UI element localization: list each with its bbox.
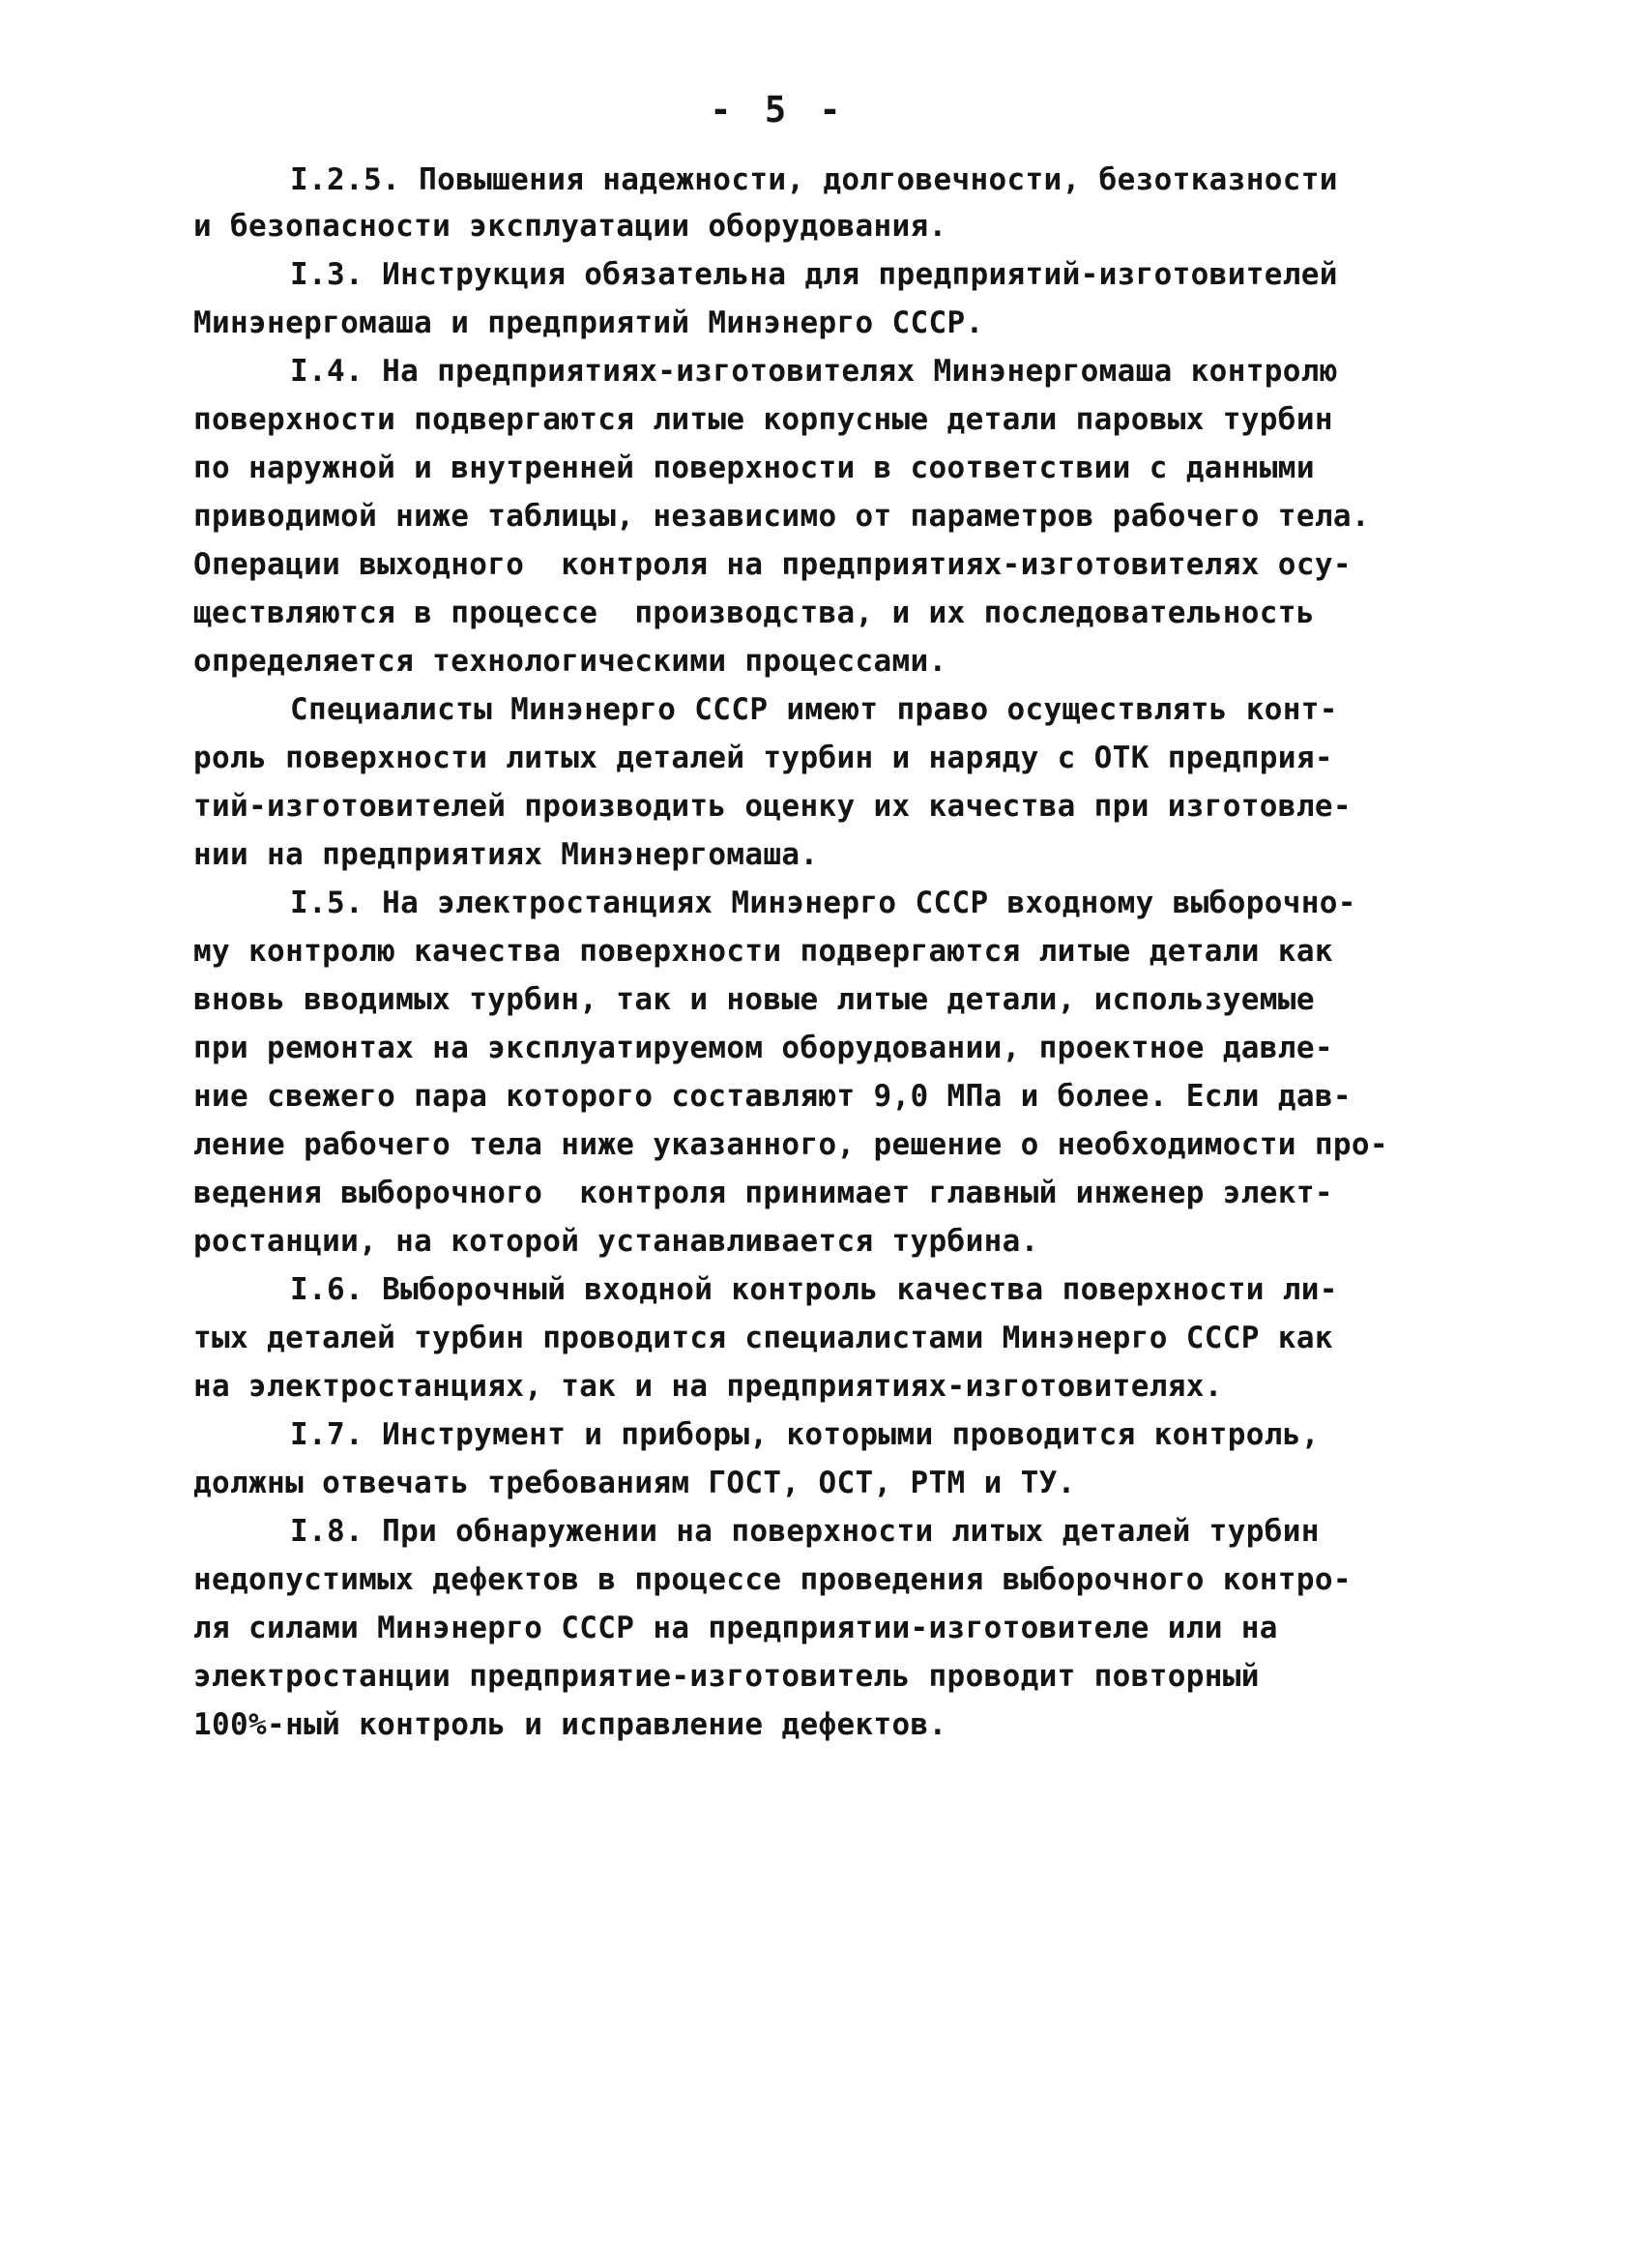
text-line: I.2.5. Повышения надежности, долговечности, безотказности	[290, 162, 1338, 197]
text-line: недопустимых дефектов в процессе проведения выборочного контро-	[193, 1562, 1352, 1597]
text-line: 100%-ный контроль и исправление дефектов.	[193, 1707, 947, 1742]
text-line: должны отвечать требованиям ГОСТ, ОСТ, РТМ и ТУ.	[193, 1466, 1076, 1500]
text-line: му контролю качества поверхности подвергаются литые детали как	[193, 934, 1333, 969]
text-line: ние свежего пара которого составляют 9,0 МПа и более. Если дав-	[193, 1079, 1352, 1114]
text-line: определяется технологическими процессами.	[193, 644, 947, 679]
text-line: Специалисты Минэнерго СССР имеют право осуществлять конт-	[290, 692, 1338, 727]
text-line: I.5. На электростанциях Минэнерго СССР входному выборочно-	[290, 886, 1356, 920]
text-line: нии на предприятиях Минэнергомаша.	[193, 837, 819, 872]
text-line: ведения выборочного контроля принимает главный инженер элект-	[193, 1176, 1333, 1210]
text-line: приводимой ниже таблицы, независимо от параметров рабочего тела.	[193, 499, 1370, 534]
text-line: ление рабочего тела ниже указанного, решение о необходимости про-	[193, 1127, 1388, 1162]
text-line: при ремонтах на эксплуатируемом оборудовании, проектное давле-	[193, 1031, 1333, 1065]
text-line: I.7. Инструмент и приборы, которыми проводится контроль,	[290, 1417, 1320, 1452]
text-line: ростанции, на которой устанавливается турбина.	[193, 1224, 1039, 1259]
text-line: ществляются в процессе производства, и их последовательность	[193, 596, 1315, 630]
text-line: тых деталей турбин проводится специалистами Минэнерго СССР как	[193, 1321, 1333, 1355]
text-line: I.6. Выборочный входной контроль качества поверхности ли-	[290, 1272, 1338, 1307]
text-line: тий-изготовителей производить оценку их качества при изготовле-	[193, 789, 1352, 824]
text-line: по наружной и внутренней поверхности в соответствии с данными	[193, 451, 1315, 485]
text-line: Операции выходного контроля на предприятиях-изготовителях осу-	[193, 547, 1352, 582]
text-line: на электростанциях, так и на предприятиях-изготовителях.	[193, 1369, 1223, 1404]
text-line: I.8. При обнаружении на поверхности литых деталей турбин	[290, 1514, 1320, 1549]
page-number: - 5 -	[710, 89, 847, 131]
text-line: вновь вводимых турбин, так и новые литые детали, используемые	[193, 982, 1315, 1017]
text-line: поверхности подвергаются литые корпусные детали паровых турбин	[193, 402, 1333, 437]
text-line: Минэнергомаша и предприятий Минэнерго СССР.	[193, 305, 984, 340]
text-line: и безопасности эксплуатации оборудования.	[193, 209, 947, 244]
text-line: электростанции предприятие-изготовитель проводит повторный	[193, 1659, 1260, 1694]
text-line: роль поверхности литых деталей турбин и наряду с ОТК предприя-	[193, 741, 1333, 775]
text-line: I.4. На предприятиях-изготовителях Минэнергомаша контролю	[290, 354, 1338, 389]
text-line: ля силами Минэнерго СССР на предприятии-изготовителе или на	[193, 1611, 1278, 1645]
text-line: I.3. Инструкция обязательна для предприятий-изготовителей	[290, 257, 1338, 292]
